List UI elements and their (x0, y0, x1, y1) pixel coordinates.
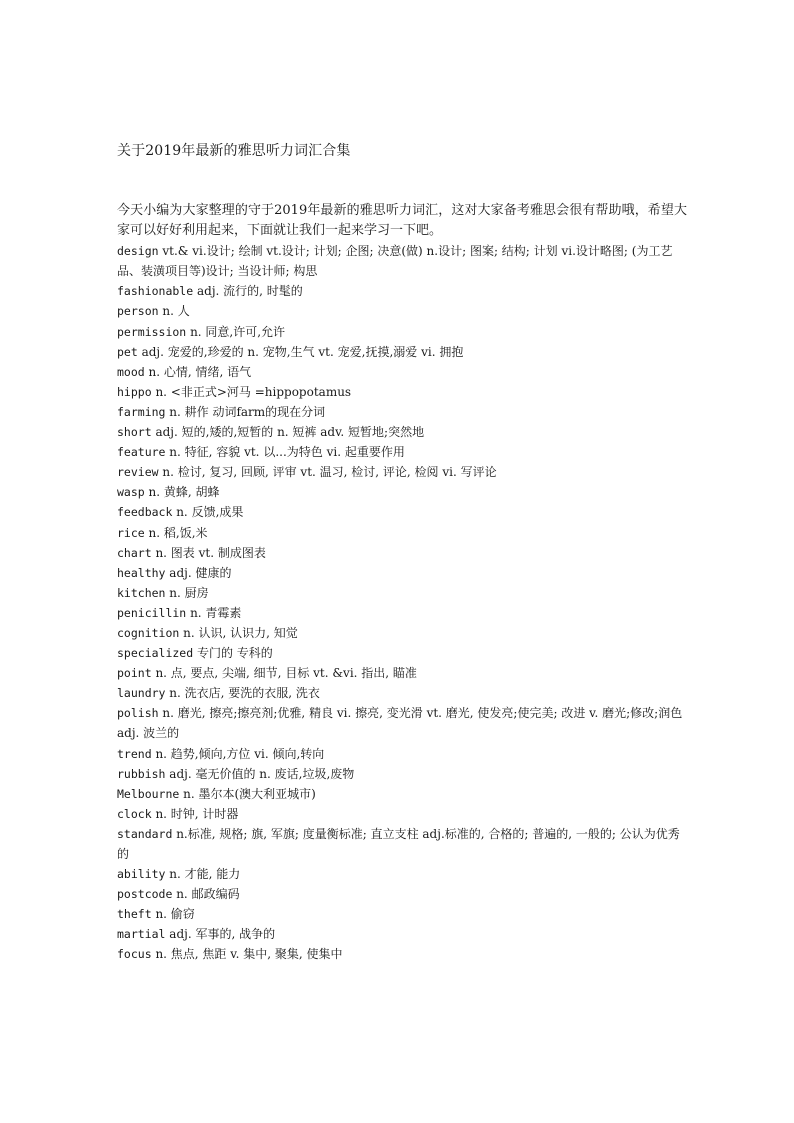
entry-word: kitchen (117, 585, 166, 600)
vocabulary-entry (117, 784, 687, 804)
entry-word: cognition (117, 625, 180, 640)
entry-word: polish (117, 706, 159, 721)
vocabulary-entry (117, 623, 687, 643)
entry-definition: n. 耕作 动词farm的现在分词 (165, 404, 326, 419)
entry-definition: adj. 军事的, 战争的 (165, 927, 276, 942)
entry-definition: adj. 短的,矮的,短暂的 n. 短裤 adv. 短暂地;突然地 (151, 425, 425, 440)
entry-definition: n. 趋势,倾向,方位 vi. 倾向,转向 (151, 746, 325, 761)
vocabulary-entry (117, 442, 687, 462)
entry-word: chart (117, 545, 152, 560)
entry-definition: n. 图表 vt. 制成图表 (151, 545, 266, 560)
entry-word: clock (117, 806, 152, 821)
entry-word: feature (117, 445, 166, 460)
entry-word: short (117, 425, 152, 440)
entry-definition: n. 才能, 能力 (165, 867, 241, 882)
entry-definition: n. 认识, 认识力, 知觉 (179, 625, 298, 640)
entry-definition: adj. 流行的, 时髦的 (193, 284, 303, 299)
vocabulary-entry (117, 342, 687, 362)
vocabulary-entry (117, 502, 687, 522)
vocabulary-entry (117, 904, 687, 924)
entry-definition: n. 磨光, 擦亮;擦亮剂;优雅, 精良 vi. 擦亮, 变光滑 vt. 磨光, 使发亮;使完美; 改进 v. 磨光;修改;润色 adj. 波兰的 (117, 706, 687, 741)
entry-definition: adj. 宠爱的,珍爱的 n. 宠物,生气 vt. 宠爱,抚摸,溺爱 vi. 拥抱 (137, 344, 464, 359)
entry-definition: n. 心情, 情绪, 语气 (144, 364, 252, 379)
entry-definition: n. 人 (158, 304, 190, 319)
entry-word: person (117, 304, 159, 319)
vocabulary-entry (117, 543, 687, 563)
entry-definition: n. 偷窃 (151, 907, 195, 922)
entry-word: farming (117, 404, 166, 419)
entry-definition: n. 特征, 容貌 vt. 以...为特色 vi. 起重要作用 (165, 445, 405, 460)
entry-word: review (117, 465, 159, 480)
entry-word: trend (117, 746, 152, 761)
vocabulary-entry (117, 422, 687, 442)
entry-word: mood (117, 364, 145, 379)
entry-definition: n. 反馈,成果 (172, 505, 244, 520)
vocabulary-entry (117, 824, 687, 864)
intro-paragraph: 今天小编为大家整理的守于2019年最新的雅思听力词汇，这对大家备考雅思会很有帮助哦，希望大家可以好好利用起来，下面就让我们一起来学习一下吧。 (117, 203, 687, 239)
vocabulary-entry (117, 864, 687, 884)
vocabulary-entry (117, 583, 687, 603)
entry-word: postcode (117, 887, 173, 902)
entry-definition: vt.& vi.设计; 绘制 vt.设计; 计划; 企图; 决意(做) n.设计; 图案; 结构; 计划 vi.设计略图; (为工艺品、装潢项目等)设计; 当设计师; 构思 (117, 244, 673, 279)
vocabulary-entry (117, 563, 687, 583)
entry-definition: n. <非正式>河马 =hippopotamus (151, 384, 352, 399)
vocabulary-entry (117, 944, 687, 964)
vocabulary-entry (117, 322, 687, 342)
entry-word: laundry (117, 686, 166, 701)
entry-definition: n. 墨尔本(澳大利亚城市) (179, 786, 316, 801)
vocabulary-entry (117, 924, 687, 944)
entry-definition: n. 检讨, 复习, 回顾, 评审 vt. 温习, 检讨, 评论, 检阅 vi. 写评论 (158, 465, 497, 480)
entry-definition: n. 黄蜂, 胡蜂 (144, 485, 220, 500)
document-title: 关于2019年最新的雅思听力词汇合集 (117, 143, 351, 159)
vocabulary-entry (117, 402, 687, 422)
entry-word: focus (117, 947, 152, 962)
entry-definition: n. 点, 要点, 尖端, 细节, 目标 vt. &vi. 指出, 瞄准 (151, 666, 417, 681)
vocabulary-entry (117, 744, 687, 764)
entry-definition: n. 焦点, 焦距 v. 集中, 聚集, 使集中 (151, 947, 343, 962)
entry-word: ability (117, 867, 166, 882)
entry-word: theft (117, 907, 152, 922)
vocabulary-entry (117, 382, 687, 402)
entry-definition: n. 稻,饭,米 (144, 525, 208, 540)
entry-word: penicillin (117, 605, 187, 620)
vocabulary-entry (117, 462, 687, 482)
entry-word: rubbish (117, 766, 166, 781)
entry-word: design (117, 244, 159, 259)
vocabulary-entry (117, 703, 687, 743)
vocabulary-entry (117, 804, 687, 824)
entry-definition: n. 同意,许可,允许 (186, 324, 286, 339)
entry-word: healthy (117, 565, 166, 580)
entry-definition: n.标准, 规格; 旗, 军旗; 度量衡标准; 直立支柱 adj.标准的, 合格的; 普遍的, 一般的; 公认为优秀的 (117, 826, 680, 861)
vocabulary-entry (117, 683, 687, 703)
vocabulary-entry (117, 362, 687, 382)
entry-word: pet (117, 344, 138, 359)
entry-definition: n. 邮政编码 (172, 887, 240, 902)
entry-word: hippo (117, 384, 152, 399)
vocabulary-entry (117, 643, 687, 663)
entry-definition: n. 厨房 (165, 585, 209, 600)
entry-word: standard (117, 826, 173, 841)
entry-definition: n. 青霉素 (186, 605, 242, 620)
vocabulary-entry (117, 603, 687, 623)
entry-definition: 专门的 专科的 (193, 646, 273, 661)
vocabulary-list (117, 241, 687, 964)
entry-definition: n. 洗衣店, 要洗的衣服, 洗衣 (165, 686, 320, 701)
entry-word: rice (117, 525, 145, 540)
entry-definition: n. 时钟, 计时器 (151, 806, 239, 821)
vocabulary-entry (117, 663, 687, 683)
entry-word: point (117, 666, 152, 681)
entry-word: fashionable (117, 284, 194, 299)
vocabulary-entry (117, 523, 687, 543)
entry-word: Melbourne (117, 786, 180, 801)
vocabulary-entry (117, 241, 687, 281)
vocabulary-entry (117, 482, 687, 502)
vocabulary-entry (117, 281, 687, 301)
entry-word: wasp (117, 485, 145, 500)
vocabulary-entry (117, 884, 687, 904)
entry-definition: adj. 健康的 (165, 565, 232, 580)
entry-word: martial (117, 927, 166, 942)
entry-word: permission (117, 324, 187, 339)
entry-word: feedback (117, 505, 173, 520)
entry-definition: adj. 毫无价值的 n. 废话,垃圾,废物 (165, 766, 355, 781)
document-body (117, 201, 687, 965)
vocabulary-entry (117, 764, 687, 784)
entry-word: specialized (117, 646, 194, 661)
vocabulary-entry (117, 301, 687, 321)
